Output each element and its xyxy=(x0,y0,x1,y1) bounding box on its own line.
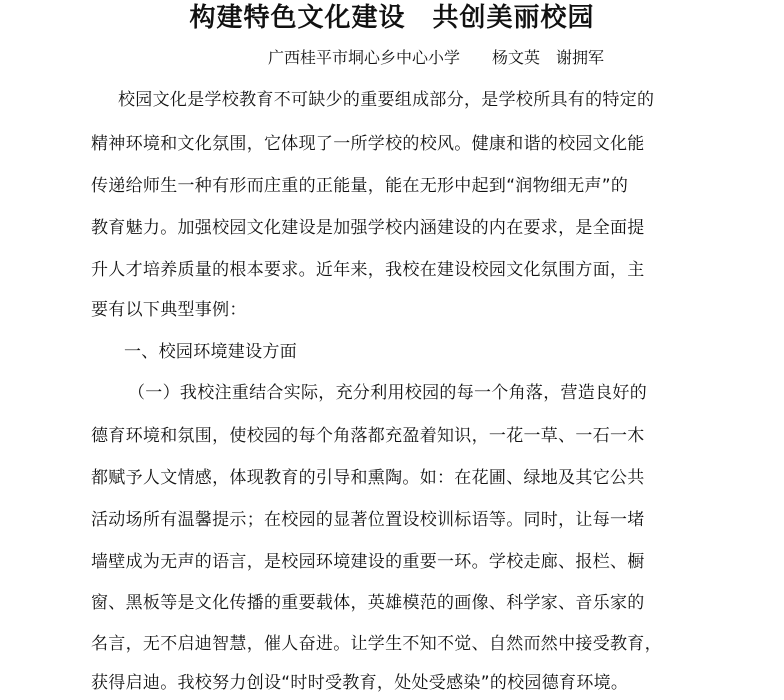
paragraph-line: 精神环境和文化氛围，它体现了一所学校的校风。健康和谐的校园文化能 xyxy=(91,134,645,154)
paragraph-line: 墙壁成为无声的语言，是校园环境建设的重要一环。学校走廊、报栏、橱 xyxy=(91,552,645,572)
paragraph-line: 活动场所有温馨提示；在校园的显著位置设校训标语等。同时，让每一堵 xyxy=(91,510,645,530)
paragraph-line: 获得启迪。我校努力创设“时时受教育，处处受感染”的校园德育环境。 xyxy=(91,673,629,693)
paragraph-line: 教育魅力。加强校园文化建设是加强学校内涵建设的内在要求，是全面提 xyxy=(91,218,645,238)
paragraph-line: 窗、黑板等是文化传播的重要载体，英雄模范的画像、科学家、音乐家的 xyxy=(91,593,645,613)
paragraph-line: 都赋予人文情感，体现教育的引导和熏陶。如：在花圃、绿地及其它公共 xyxy=(91,468,645,488)
document-title: 构建特色文化建设 共创美丽校园 xyxy=(189,3,595,33)
section-heading: 一、校园环境建设方面 xyxy=(124,342,297,362)
paragraph-line: （一）我校注重结合实际，充分利用校园的每一个角落，营造良好的 xyxy=(128,383,647,403)
paragraph-line: 升人才培养质量的根本要求。近年来，我校在建设校园文化氛围方面，主 xyxy=(91,260,645,280)
paragraph-line: 要有以下典型事例： xyxy=(91,300,247,320)
paragraph-line: 校园文化是学校教育不可缺少的重要组成部分，是学校所具有的特定的 xyxy=(118,90,655,110)
author-line: 广西桂平市垌心乡中心小学 杨文英 谢拥军 xyxy=(268,48,605,67)
paragraph-line: 传递给师生一种有形而庄重的正能量，能在无形中起到“润物细无声”的 xyxy=(91,176,629,196)
paragraph-line: 德育环境和氛围，使校园的每个角落都充盈着知识，一花一草、一石一木 xyxy=(91,426,645,446)
paragraph-line: 名言，无不启迪智慧，催人奋进。让学生不知不觉、自然而然中接受教育， xyxy=(91,634,662,654)
